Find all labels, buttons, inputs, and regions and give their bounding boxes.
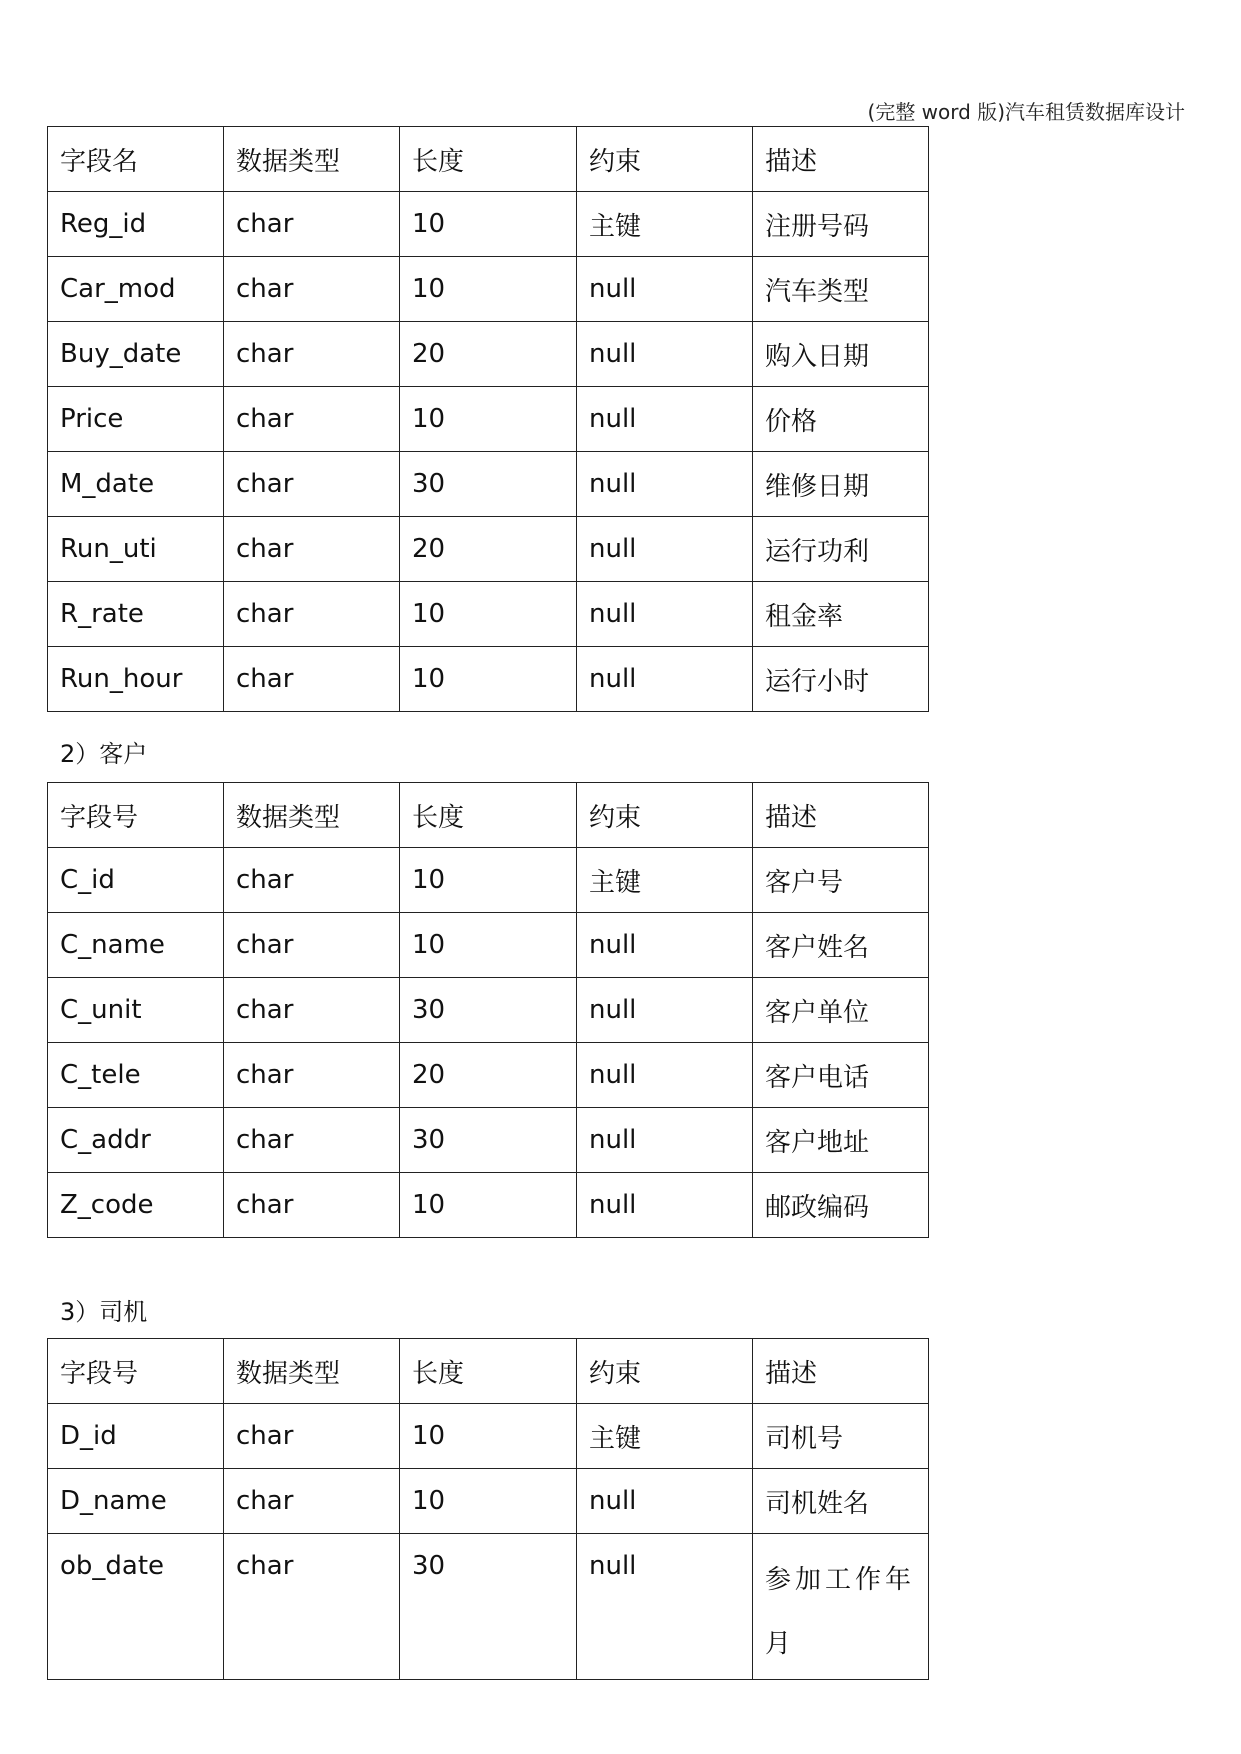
table-cell: char [224,913,400,978]
column-header: 约束 [577,1339,753,1404]
table-cell: char [224,1108,400,1173]
column-header: 字段名 [48,127,224,192]
table-cell: 价格 [753,387,929,452]
column-header: 描述 [753,127,929,192]
table-cell: char [224,387,400,452]
table-cell: Buy_date [48,322,224,387]
table-cell: 10 [400,1404,577,1469]
table-cell: 10 [400,913,577,978]
table-row [48,322,929,387]
table-row [48,452,929,517]
table-cell: D_name [48,1469,224,1534]
column-header: 描述 [753,783,929,848]
table-cell: char [224,322,400,387]
table-row [48,1534,929,1680]
table-cell: 10 [400,1469,577,1534]
table-cell: C_addr [48,1108,224,1173]
table-cell: 主键 [577,848,753,913]
table-cell: C_name [48,913,224,978]
table-row [48,848,929,913]
table-cell: Car_mod [48,257,224,322]
vehicle-field-table [47,126,929,712]
table-cell: 10 [400,257,577,322]
table-cell: 20 [400,517,577,582]
column-header: 长度 [400,1339,577,1404]
table-row [48,192,929,257]
table-cell: char [224,1404,400,1469]
table-cell: 客户号 [753,848,929,913]
table-cell: 运行功利 [753,517,929,582]
table-cell: char [224,978,400,1043]
table-cell: 30 [400,1108,577,1173]
table-cell: char [224,647,400,712]
column-header: 数据类型 [224,1339,400,1404]
driver-field-table [47,1338,929,1680]
table-cell: char [224,848,400,913]
table-cell: null [577,978,753,1043]
table-cell: null [577,582,753,647]
table-cell: null [577,1534,753,1680]
table-cell: 邮政编码 [753,1173,929,1238]
table-cell: 30 [400,978,577,1043]
table-row [48,582,929,647]
table-cell: M_date [48,452,224,517]
table-row [48,913,929,978]
table-cell: 30 [400,1534,577,1680]
column-header: 数据类型 [224,127,400,192]
column-header: 字段号 [48,1339,224,1404]
table-cell: char [224,1469,400,1534]
table-cell: 客户地址 [753,1108,929,1173]
table-row [48,387,929,452]
table-cell: null [577,913,753,978]
table-cell: 客户电话 [753,1043,929,1108]
table-row [48,1404,929,1469]
table-cell: Z_code [48,1173,224,1238]
table-row [48,257,929,322]
table-cell: 主键 [577,192,753,257]
table-row [48,517,929,582]
table-cell: char [224,1173,400,1238]
table-cell: 10 [400,848,577,913]
table-cell: Run_hour [48,647,224,712]
table-cell: Reg_id [48,192,224,257]
table-cell: char [224,192,400,257]
column-header: 约束 [577,127,753,192]
column-header: 数据类型 [224,783,400,848]
table-cell: 客户单位 [753,978,929,1043]
table-cell: char [224,1534,400,1680]
document-title: (完整 word 版)汽车租赁数据库设计 [867,100,1185,124]
customer-section-heading: 2）客户 [60,740,148,768]
table-cell: 10 [400,192,577,257]
table-cell: char [224,1043,400,1108]
column-header: 描述 [753,1339,929,1404]
table-header-row [48,783,929,848]
table-cell: 租金率 [753,582,929,647]
column-header: 长度 [400,127,577,192]
column-header: 约束 [577,783,753,848]
table-row [48,1173,929,1238]
table-row [48,647,929,712]
table-cell: 20 [400,1043,577,1108]
table-cell: char [224,257,400,322]
table-cell: 司机号 [753,1404,929,1469]
table-cell: 客户姓名 [753,913,929,978]
table-cell: 注册号码 [753,192,929,257]
driver-section-heading: 3）司机 [60,1298,148,1326]
table-row [48,1469,929,1534]
table-cell: 购入日期 [753,322,929,387]
table-row [48,1043,929,1108]
table-row [48,978,929,1043]
table-cell: null [577,647,753,712]
table-cell: 司机姓名 [753,1469,929,1534]
table-cell: null [577,1469,753,1534]
table-cell: 10 [400,582,577,647]
table-cell: C_id [48,848,224,913]
table-cell: C_unit [48,978,224,1043]
table-cell: char [224,517,400,582]
column-header: 字段号 [48,783,224,848]
table-row [48,1108,929,1173]
column-header: 长度 [400,783,577,848]
table-cell: null [577,1043,753,1108]
table-cell: 20 [400,322,577,387]
table-cell: 参加工作年月 [753,1534,929,1680]
table-cell: null [577,1173,753,1238]
table-cell: null [577,517,753,582]
table-cell: null [577,257,753,322]
table-cell: char [224,582,400,647]
table-cell: Price [48,387,224,452]
table-cell: 运行小时 [753,647,929,712]
table-cell: C_tele [48,1043,224,1108]
table-header-row [48,1339,929,1404]
table-cell: 10 [400,647,577,712]
table-cell: 主键 [577,1404,753,1469]
table-header-row [48,127,929,192]
table-cell: R_rate [48,582,224,647]
table-cell: ob_date [48,1534,224,1680]
table-cell: 30 [400,452,577,517]
table-cell: 10 [400,387,577,452]
table-cell: char [224,452,400,517]
table-cell: null [577,322,753,387]
table-cell: 汽车类型 [753,257,929,322]
table-cell: 10 [400,1173,577,1238]
table-cell: D_id [48,1404,224,1469]
customer-field-table [47,782,929,1238]
table-cell: null [577,1108,753,1173]
table-cell: null [577,387,753,452]
table-cell: null [577,452,753,517]
table-cell: 维修日期 [753,452,929,517]
table-cell: Run_uti [48,517,224,582]
